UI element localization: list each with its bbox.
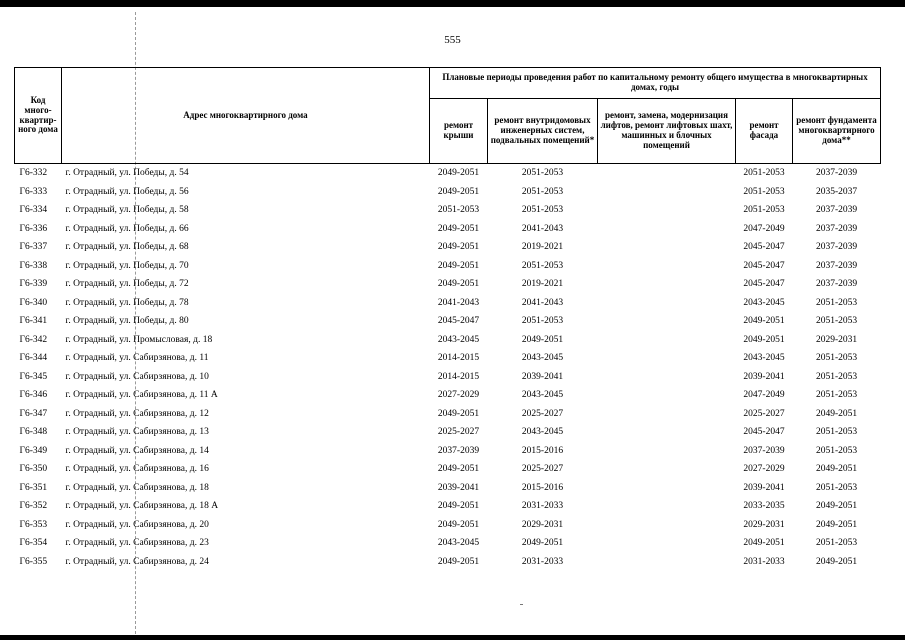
cell-foundation: 2049-2051 (815, 408, 858, 419)
cell-facade: 2043-2045 (743, 297, 785, 308)
cell-roof: 2049-2051 (437, 501, 480, 512)
cell-code: Г6-352 (19, 501, 48, 512)
cell-address: г. Отрадный, ул. Сабирзянова, д. 23 (65, 538, 209, 549)
cell-address: г. Отрадный, ул. Сабирзянова, д. 10 (65, 371, 209, 382)
cell-engineering: 2031-2033 (521, 556, 564, 567)
cell-address: г. Отрадный, ул. Сабирзянова, д. 13 (65, 427, 209, 438)
cell-code: Г6-351 (19, 482, 48, 493)
cell-address: г. Отрадный, ул. Победы, д. 80 (65, 316, 189, 327)
cell-engineering: 2051-2053 (521, 168, 564, 179)
cell-roof: 2049-2051 (437, 408, 480, 419)
cell-elevators (598, 423, 736, 442)
cell-facade: 2049-2051 (743, 316, 785, 327)
table-row (15, 534, 881, 553)
cell-elevators (598, 534, 736, 553)
cell-foundation: 2051-2053 (815, 445, 858, 456)
cell-facade: 2031-2033 (743, 556, 785, 567)
cell-address: г. Отрадный, ул. Сабирзянова, д. 20 (65, 519, 209, 530)
cell-roof: 2027-2029 (437, 390, 480, 401)
table-row (15, 516, 881, 535)
cell-roof: 2049-2051 (437, 168, 480, 179)
cell-code: Г6-347 (19, 408, 48, 419)
cell-elevators (598, 368, 736, 387)
cell-code: Г6-345 (19, 371, 48, 382)
cell-code: Г6-348 (19, 427, 48, 438)
cell-foundation: 2049-2051 (815, 556, 858, 567)
cell-engineering: 2043-2045 (521, 353, 564, 364)
cell-elevators (598, 349, 736, 368)
cell-address: г. Отрадный, ул. Победы, д. 66 (65, 223, 189, 234)
header-address: Адрес многоквартирного дома (62, 68, 430, 164)
cell-roof: 2049-2051 (437, 260, 480, 271)
cell-engineering: 2049-2051 (521, 334, 564, 345)
cell-roof: 2043-2045 (437, 334, 480, 345)
cell-engineering: 2015-2016 (521, 445, 564, 456)
cell-engineering: 2043-2045 (521, 390, 564, 401)
cell-elevators (598, 442, 736, 461)
cell-foundation: 2051-2053 (815, 297, 858, 308)
cell-roof: 2049-2051 (437, 242, 480, 253)
cell-roof: 2049-2051 (437, 464, 480, 475)
cell-roof: 2049-2051 (437, 556, 480, 567)
cell-foundation: 2051-2053 (815, 538, 858, 549)
cell-elevators (598, 479, 736, 498)
cell-code: Г6-332 (19, 168, 48, 179)
cell-roof: 2014-2015 (437, 371, 480, 382)
table-row (15, 257, 881, 276)
cell-address: г. Отрадный, ул. Сабирзянова, д. 11 (65, 353, 209, 364)
top-border (0, 0, 905, 7)
cell-address: г. Отрадный, ул. Победы, д. 54 (65, 168, 189, 179)
cell-elevators (598, 201, 736, 220)
cell-code: Г6-346 (19, 390, 48, 401)
cell-engineering: 2019-2021 (521, 242, 564, 253)
cell-engineering: 2041-2043 (521, 297, 564, 308)
cell-code: Г6-333 (19, 186, 48, 197)
cell-code: Г6-337 (19, 242, 48, 253)
cell-elevators (598, 405, 736, 424)
table-row (15, 442, 881, 461)
cell-roof: 2014-2015 (437, 353, 480, 364)
cell-roof: 2043-2045 (437, 538, 480, 549)
cell-elevators (598, 553, 736, 572)
cell-facade: 2045-2047 (743, 279, 785, 290)
cell-engineering: 2039-2041 (521, 371, 564, 382)
table-body (15, 164, 881, 572)
cell-roof: 2051-2053 (437, 205, 480, 216)
cell-foundation: 2049-2051 (815, 519, 858, 530)
cell-facade: 2033-2035 (743, 501, 785, 512)
cell-address: г. Отрадный, ул. Сабирзянова, д. 12 (65, 408, 209, 419)
cell-facade: 2025-2027 (743, 408, 785, 419)
cell-foundation: 2037-2039 (815, 279, 858, 290)
cell-address: г. Отрадный, ул. Победы, д. 58 (65, 205, 189, 216)
cell-engineering: 2041-2043 (521, 223, 564, 234)
cell-address: г. Отрадный, ул. Победы, д. 56 (65, 186, 189, 197)
table-row (15, 183, 881, 202)
cell-address: г. Отрадный, ул. Победы, д. 78 (65, 297, 189, 308)
cell-foundation: 2049-2051 (815, 464, 858, 475)
header-engineering: ремонт внутридомовых инженерных систем, подвальных помещений* (488, 99, 598, 164)
cell-elevators (598, 275, 736, 294)
cell-engineering: 2025-2027 (521, 464, 564, 475)
cell-elevators (598, 497, 736, 516)
cell-foundation: 2051-2053 (815, 371, 858, 382)
bottom-border (0, 635, 905, 640)
cell-engineering: 2043-2045 (521, 427, 564, 438)
cell-elevators (598, 386, 736, 405)
cell-elevators (598, 220, 736, 239)
cell-engineering: 2019-2021 (521, 279, 564, 290)
cell-engineering: 2051-2053 (521, 316, 564, 327)
cell-address: г. Отрадный, ул. Сабирзянова, д. 24 (65, 556, 209, 567)
cell-code: Г6-336 (19, 223, 48, 234)
cell-facade: 2039-2041 (743, 482, 785, 493)
cell-elevators (598, 183, 736, 202)
cell-code: Г6-339 (19, 279, 48, 290)
cell-facade: 2051-2053 (743, 168, 785, 179)
cell-roof: 2049-2051 (437, 519, 480, 530)
cell-foundation: 2051-2053 (815, 427, 858, 438)
cell-address: г. Отрадный, ул. Победы, д. 72 (65, 279, 189, 290)
cell-foundation: 2051-2053 (815, 316, 858, 327)
table-row (15, 460, 881, 479)
cell-code: Г6-341 (19, 316, 48, 327)
table-row (15, 331, 881, 350)
cell-address: г. Отрадный, ул. Сабирзянова, д. 18 А (65, 501, 219, 512)
cell-address: г. Отрадный, ул. Промысловая, д. 18 (65, 334, 213, 345)
header-facade: ремонт фасада (736, 99, 793, 164)
cell-code: Г6-344 (19, 353, 48, 364)
cell-foundation: 2035-2037 (815, 186, 858, 197)
table-row (15, 386, 881, 405)
cell-roof: 2025-2027 (437, 427, 480, 438)
table-row (15, 553, 881, 572)
table-row (15, 497, 881, 516)
cell-facade: 2049-2051 (743, 334, 785, 345)
cell-engineering: 2051-2053 (521, 205, 564, 216)
cell-elevators (598, 331, 736, 350)
cell-engineering: 2031-2033 (521, 501, 564, 512)
header-code: Код много-квартир-ного дома (15, 68, 62, 164)
table-row (15, 423, 881, 442)
table-row (15, 349, 881, 368)
cell-facade: 2043-2045 (743, 353, 785, 364)
cell-facade: 2051-2053 (743, 205, 785, 216)
cell-facade: 2029-2031 (743, 519, 785, 530)
table-row (15, 368, 881, 387)
cell-foundation: 2037-2039 (815, 260, 858, 271)
header-foundation: ремонт фундамента многоквартирного дома** (793, 99, 881, 164)
cell-roof: 2049-2051 (437, 223, 480, 234)
header-roof: ремонт крыши (430, 99, 488, 164)
cell-roof: 2049-2051 (437, 186, 480, 197)
header-elevators: ремонт, замена, модернизация лифтов, ремонт лифтовых шахт, машинных и блочных помещений (598, 99, 736, 164)
cell-foundation: 2051-2053 (815, 353, 858, 364)
cell-code: Г6-355 (19, 556, 48, 567)
cell-code: Г6-340 (19, 297, 48, 308)
cell-foundation: 2037-2039 (815, 242, 858, 253)
cell-elevators (598, 312, 736, 331)
cell-elevators (598, 294, 736, 313)
table-row (15, 479, 881, 498)
cell-roof: 2045-2047 (437, 316, 480, 327)
cell-elevators (598, 516, 736, 535)
cell-engineering: 2015-2016 (521, 482, 564, 493)
cell-code: Г6-354 (19, 538, 48, 549)
cell-facade: 2039-2041 (743, 371, 785, 382)
cell-address: г. Отрадный, ул. Сабирзянова, д. 18 (65, 482, 209, 493)
cell-engineering: 2051-2053 (521, 260, 564, 271)
cell-address: г. Отрадный, ул. Сабирзянова, д. 16 (65, 464, 209, 475)
cell-foundation: 2029-2031 (815, 334, 858, 345)
cell-code: Г6-334 (19, 205, 48, 216)
cell-code: Г6-353 (19, 519, 48, 530)
header-work-periods: Плановые периоды проведения работ по капитальному ремонту общего имущества в многоквартирных домах, годы (430, 68, 881, 99)
cell-elevators (598, 460, 736, 479)
table-row (15, 201, 881, 220)
cell-engineering: 2051-2053 (521, 186, 564, 197)
cell-facade: 2047-2049 (743, 390, 785, 401)
table-row (15, 275, 881, 294)
cell-facade: 2051-2053 (743, 186, 785, 197)
table-row (15, 405, 881, 424)
cell-elevators (598, 164, 736, 183)
cell-address: г. Отрадный, ул. Победы, д. 68 (65, 242, 189, 253)
cell-code: Г6-350 (19, 464, 48, 475)
cell-elevators (598, 238, 736, 257)
table-row (15, 294, 881, 313)
cell-roof: 2037-2039 (437, 445, 480, 456)
table-row (15, 238, 881, 257)
cell-engineering: 2025-2027 (521, 408, 564, 419)
table-header (15, 68, 881, 164)
table-row (15, 164, 881, 183)
cell-facade: 2049-2051 (743, 538, 785, 549)
cell-address: г. Отрадный, ул. Победы, д. 70 (65, 260, 189, 271)
cell-address: г. Отрадный, ул. Сабирзянова, д. 14 (65, 445, 209, 456)
cell-foundation: 2037-2039 (815, 223, 858, 234)
repair-schedule-table (14, 67, 881, 571)
cell-elevators (598, 257, 736, 276)
cell-foundation: 2037-2039 (815, 205, 858, 216)
cell-address: г. Отрадный, ул. Сабирзянова, д. 11 А (65, 390, 218, 401)
table-row (15, 220, 881, 239)
page-number: 555 (444, 34, 461, 46)
cell-code: Г6-342 (19, 334, 48, 345)
cell-roof: 2039-2041 (437, 482, 480, 493)
cell-facade: 2047-2049 (743, 223, 785, 234)
cell-code: Г6-338 (19, 260, 48, 271)
cell-facade: 2027-2029 (743, 464, 785, 475)
cell-facade: 2045-2047 (743, 427, 785, 438)
cell-code: Г6-349 (19, 445, 48, 456)
cell-foundation: 2051-2053 (815, 482, 858, 493)
cell-facade: 2045-2047 (743, 242, 785, 253)
table-row (15, 312, 881, 331)
cell-foundation: 2049-2051 (815, 501, 858, 512)
scan-speck (520, 604, 523, 605)
cell-roof: 2041-2043 (437, 297, 480, 308)
cell-engineering: 2049-2051 (521, 538, 564, 549)
cell-roof: 2049-2051 (437, 279, 480, 290)
cell-facade: 2037-2039 (743, 445, 785, 456)
cell-engineering: 2029-2031 (521, 519, 564, 530)
cell-facade: 2045-2047 (743, 260, 785, 271)
cell-foundation: 2037-2039 (815, 168, 858, 179)
cell-foundation: 2051-2053 (815, 390, 858, 401)
